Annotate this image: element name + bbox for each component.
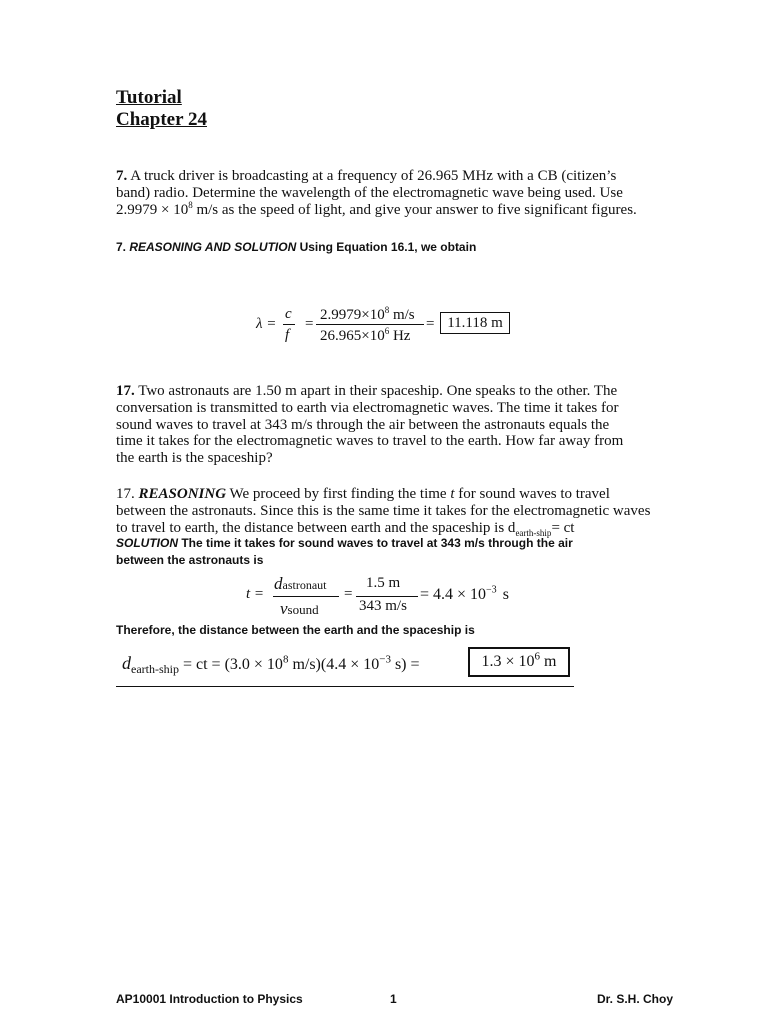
solution-7-heading: 7. REASONING AND SOLUTION Using Equation 16.1, we obtain xyxy=(116,240,477,254)
section-divider xyxy=(116,686,574,687)
equation-distance: $d_{earth-ship}$ = ct = ($3.0 \times 10^8$ $m/s)(4.4 \times 10^{-3}$ s) = xyxy=(122,653,420,677)
equation-time: t = dastronaut vsound = 1.5 m 343 m/s = $4.4 \times 10^{-3}$ s xyxy=(246,574,509,618)
answer-box-distance: $1.3 \times 10^6$ m xyxy=(468,647,570,677)
chapter-heading: Chapter 24 xyxy=(116,109,207,130)
problem-7: 7. A truck driver is broadcasting at a frequency of 26.965 MHz with a CB (citizen’s band) radio. Determine the wavelength of the electromagnetic wave being used. Use $2.9979 \times 10^8$ m/s as the speed of light, and give your answer to five significant figures. xyxy=(116,168,637,218)
wavelength-numerator: $2.9979\times 10^8$ m/s xyxy=(320,305,415,323)
wavelength-denominator: $26.965\times 10^6$ Hz xyxy=(320,326,411,344)
page-title: Tutorial xyxy=(116,87,182,108)
problem-17: 17. Two astronauts are 1.50 m apart in their spaceship. One speaks to the other. The conversation is transmitted to earth via electromagnetic waves. The time it takes for sound waves to travel at 343 m/s through the air between the astronauts equals the time it takes for the electromagnetic waves to travel to the earth. How far away from the earth is the spaceship? xyxy=(116,383,624,467)
footer-course: AP10001 Introduction to Physics xyxy=(116,992,303,1006)
equation-wavelength: λ = c f = $2.9979\times 10^8$ m/s $26.965\times 10^6$ Hz = xyxy=(256,305,435,344)
problem-17-number: 17. xyxy=(116,383,135,399)
therefore-text: Therefore, the distance between the earth and the spaceship is xyxy=(116,623,475,637)
solution-17-solution: SOLUTION The time it takes for sound waves to travel at 343 m/s through the air between the astronauts is xyxy=(116,536,573,567)
footer-author: Dr. S.H. Choy xyxy=(597,992,674,1006)
solution-17-reasoning: 17. REASONING We proceed by first finding the time t for sound waves to travel between the astronauts. Since this is the same time it takes for the electromagnetic waves to travel to earth, the distance between earth and the spaceship is $d_{earth-ship}=$ ct xyxy=(116,486,651,538)
answer-box-wavelength: 11.118 m xyxy=(440,312,510,334)
problem-7-number: 7. xyxy=(116,168,128,184)
footer-page-number: 1 xyxy=(390,992,397,1006)
